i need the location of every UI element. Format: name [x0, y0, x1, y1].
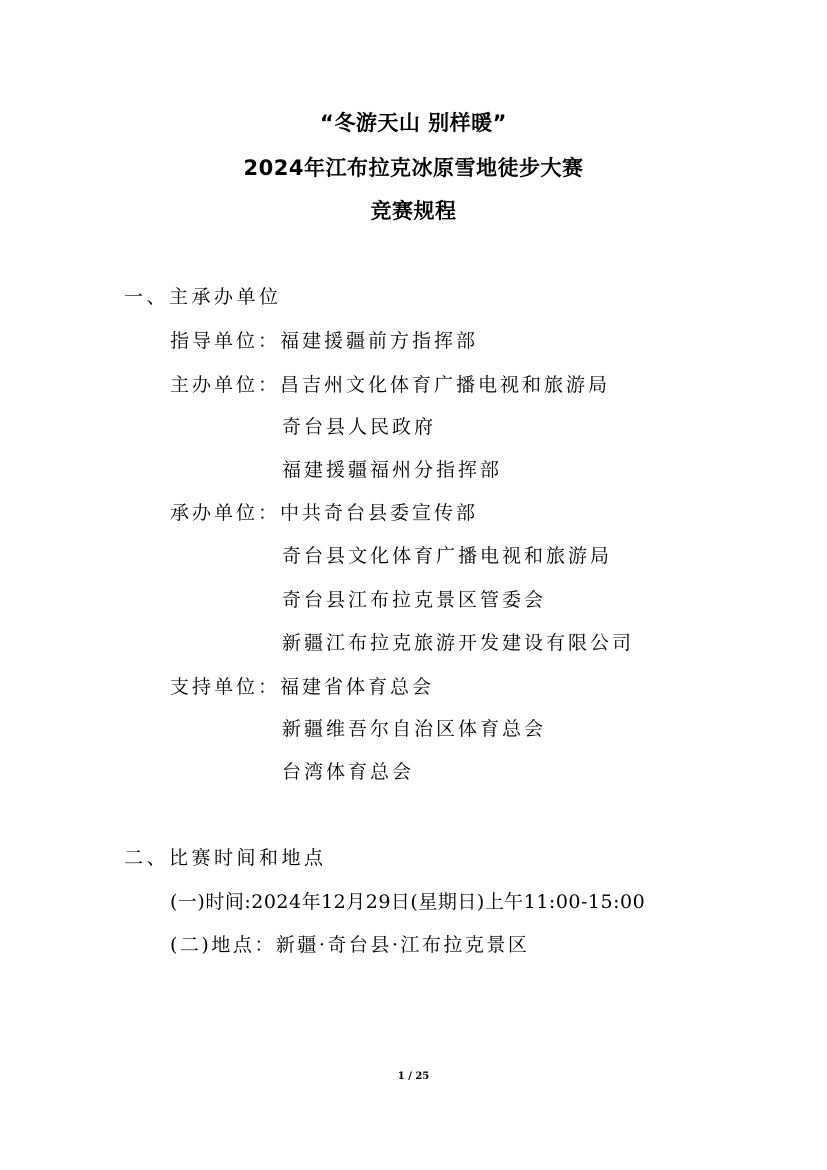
event-time: (一)时间:2024年12月29日(星期日)上午11:00-15:00 — [170, 891, 646, 913]
host-unit-item: 福建援疆福州分指挥部 — [282, 459, 503, 481]
title-slogan: “冬游天山 别样暖” — [320, 111, 507, 135]
support-unit-item: 台湾体育总会 — [282, 761, 415, 783]
organizer-unit-item: 奇台县江布拉克景区管委会 — [282, 589, 547, 611]
host-unit: 主办单位：昌吉州文化体育广播电视和旅游局 — [170, 374, 611, 396]
section-heading-time-place: 二、比赛时间和地点 — [124, 847, 327, 869]
support-unit-item: 新疆维吾尔自治区体育总会 — [282, 718, 547, 740]
page-number: 1 / 25 — [397, 1071, 430, 1082]
organizer-unit-item: 新疆江布拉克旅游开发建设有限公司 — [282, 632, 635, 654]
title-rules: 竞赛规程 — [370, 199, 457, 223]
event-place: (二)地点：新疆·奇台县·江布拉克景区 — [170, 934, 530, 956]
organizer-unit-item: 奇台县文化体育广播电视和旅游局 — [282, 545, 613, 567]
support-unit: 支持单位：福建省体育总会 — [170, 676, 435, 698]
section-heading-organizers: 一、主承办单位 — [124, 286, 282, 308]
organizer-unit: 承办单位：中共奇台县委宣传部 — [170, 502, 479, 524]
title-event-name: 2024年江布拉克冰原雪地徒步大赛 — [243, 156, 584, 180]
host-unit-item: 奇台县人民政府 — [282, 416, 437, 438]
guide-unit: 指导单位：福建援疆前方指挥部 — [170, 330, 479, 352]
